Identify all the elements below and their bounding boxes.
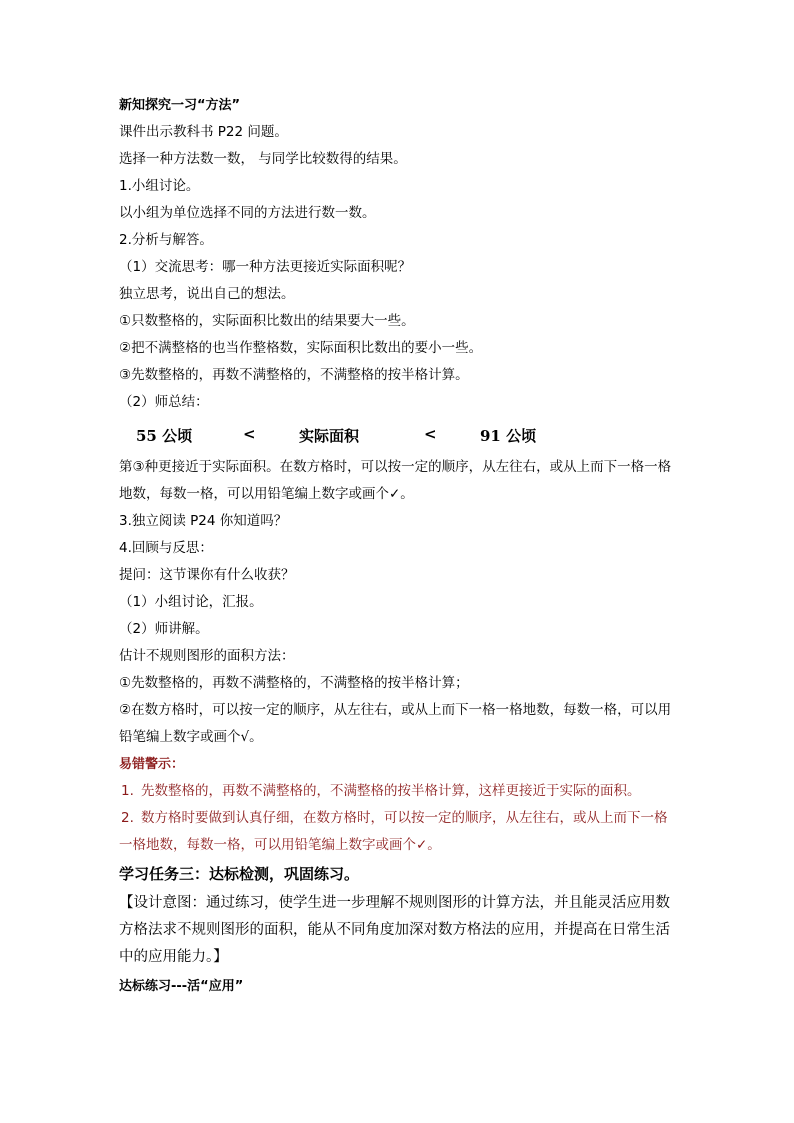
task-three-title: 学习任务三：达标检测，巩固练习。 [119, 865, 360, 883]
text-line: 独立思考，说出自己的想法。 [119, 286, 295, 302]
text-line: 估计不规则图形的面积方法： [119, 648, 295, 664]
design-intent: 【设计意图：通过练习，使学生进一步理解不规则图形的计算方法，并且能灵活应用数方格法求不规则图形的面积，能从不同角度加深对数方格法的应用，并提高在日常生活中的应用能力。】 [119, 895, 670, 965]
paragraph-third-method: 第③种更接近于实际面积。在数方格时，可以按一定的顺序，从左往右，或从上而下一格一格地数，每数一格，可以用铅笔编上数字或画个✓。 [119, 459, 672, 502]
section-heading-method: 新知探究一习“方法” [119, 98, 241, 113]
text-line: ①先数整格的，再数不满整格的，不满整格的按半格计算； [119, 675, 469, 691]
warning-item-text: 先数整格的，再数不满整格的，不满整格的按半格计算，这样更接近于实际的面积。 [141, 783, 641, 799]
text-line: ②把不满整格的也当作整格数，实际面积比数出的要小一些。 [119, 340, 483, 356]
text-line: 选择一种方法数一数， 与同学比较数得的结果。 [119, 151, 407, 167]
warning-item [119, 805, 677, 859]
text-line: 3.独立阅读 P24 你知道吗？ [119, 513, 288, 529]
text-line: 提问：这节课你有什么收获？ [119, 567, 295, 583]
paragraph-method-two: ②在数方格时，可以按一定的顺序，从左往右，或从上而下一格一格地数，每数一格，可以用铅笔编上数字或画个√。 [119, 702, 672, 745]
text-line: （1）小组讨论，汇报。 [119, 594, 263, 610]
warning-item-number: 1. [121, 783, 134, 799]
text-line: 1.小组讨论。 [119, 178, 200, 194]
text-line: （2）师总结： [119, 394, 209, 410]
text-line: 2.分析与解答。 [119, 232, 213, 248]
warning-item-number: 2. [121, 810, 134, 826]
comparison-actual-area: 实际面积 [299, 427, 360, 445]
text-line: ③先数整格的，再数不满整格的，不满整格的按半格计算。 [119, 367, 469, 383]
text-line: （1）交流思考：哪一种方法更接近实际面积呢？ [119, 259, 412, 275]
section-heading-practice: 达标练习---活“应用” [119, 979, 244, 994]
comparison-lower-bound: 55 公顷 [136, 427, 193, 445]
warning-item-text: 数方格时要做到认真仔细，在数方格时，可以按一定的顺序，从左往右，或从上而下一格一格地数，每数一格，可以用铅笔编上数字或画个✓。 [119, 810, 668, 853]
comparison-less-than: < [243, 425, 256, 443]
text-line: 4.回顾与反思： [119, 540, 213, 556]
text-line: 以小组为单位选择不同的方法进行数一数。 [119, 205, 376, 221]
document-page [119, 92, 679, 1000]
comparison-less-than: < [424, 425, 437, 443]
warning-title: 易错警示： [119, 757, 185, 772]
text-line: ①只数整格的，实际面积比数出的结果要大一些。 [119, 313, 415, 329]
text-line: （2）师讲解。 [119, 621, 209, 637]
area-comparison [119, 416, 679, 454]
text-line: 课件出示教科书 P22 问题。 [119, 124, 288, 140]
comparison-upper-bound: 91 公顷 [480, 427, 537, 445]
warning-item [119, 778, 677, 805]
